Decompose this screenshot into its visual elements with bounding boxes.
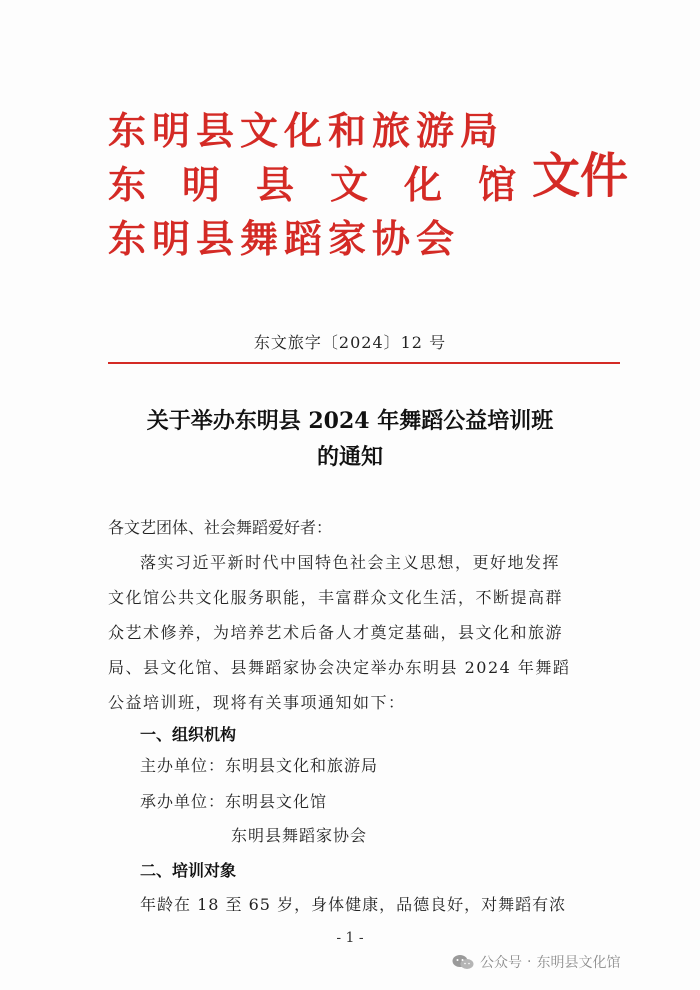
document-number: 东文旅字〔2024〕12 号 [253,333,447,352]
body-line: 文化馆公共文化服务职能，丰富群众文化生活，不断提高群 [108,588,564,607]
issuer-dance-association: 东明县舞蹈家协会 [108,216,461,261]
co-organizer-line: 承办单位：东明县文化馆 [140,792,328,811]
doc-type-label: 文件 [532,148,629,204]
section-heading-organization: 一、组织机构 [140,725,237,744]
section-heading-target: 二、培训对象 [140,861,237,880]
red-divider [108,362,620,364]
notice-title-line-1: 关于举办东明县 2024 年舞蹈公益培训班 [146,408,554,434]
body-line: 局、县文化馆、县舞蹈家协会决定举办东明县 2024 年舞蹈 [108,658,571,677]
salutation: 各文艺团体、社会舞蹈爱好者： [108,518,333,537]
wechat-icon [452,954,474,970]
wechat-watermark [452,952,620,972]
issuer-culture-center: 东明县文化馆 [108,162,553,207]
target-line: 年龄在 18 至 65 岁，身体健康，品德良好，对舞蹈有浓 [140,895,567,914]
issuer-culture-tourism-bureau: 东明县文化和旅游局 [108,108,505,153]
organizer-line: 主办单位：东明县文化和旅游局 [140,756,379,775]
body-line: 众艺术修养，为培养艺术后备人才奠定基础，县文化和旅游 [108,623,564,642]
body-line: 公益培训班，现将有关事项通知如下： [108,693,406,712]
body-line: 落实习近平新时代中国特色社会主义思想，更好地发挥 [140,553,561,572]
watermark-prefix: 公众号 [480,955,522,971]
watermark-account-name: 东明县文化馆 [536,955,621,971]
co-organizer-line-2: 东明县舞蹈家协会 [231,826,368,845]
notice-title-line-2: 的通知 [316,444,383,470]
page-number: - 1 - [336,930,364,946]
watermark-separator: · [527,954,532,970]
